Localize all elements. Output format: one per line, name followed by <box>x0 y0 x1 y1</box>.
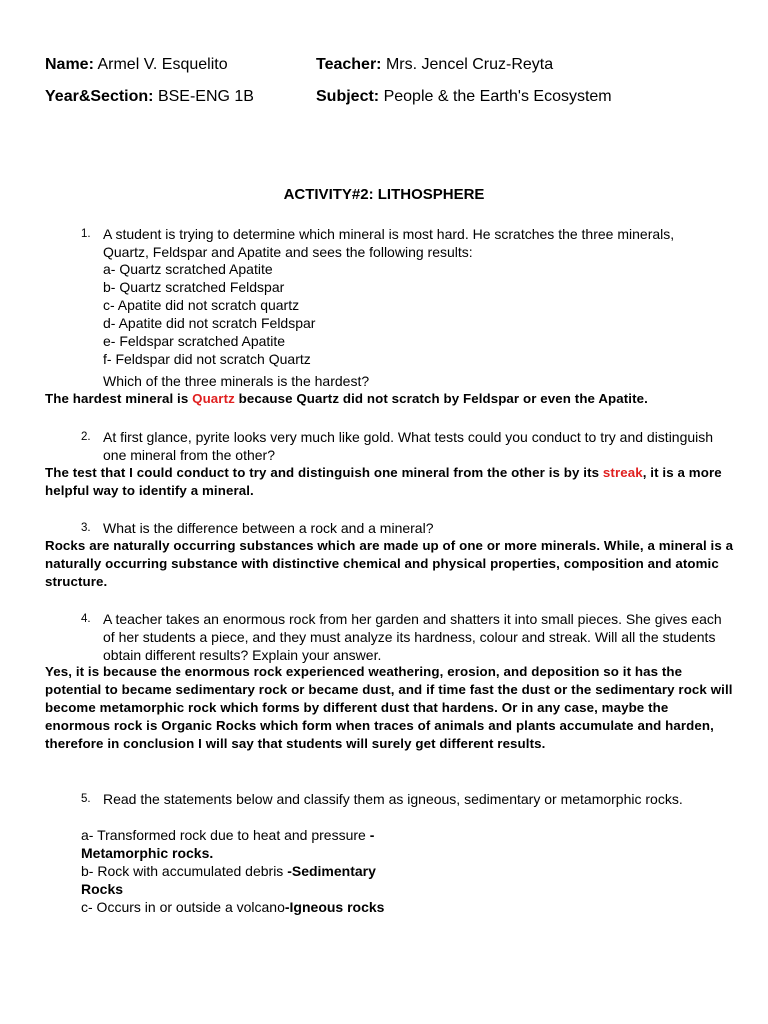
q2-answer-text: The test that I could conduct to try and distinguish one mineral from the other is by its <box>45 465 603 480</box>
q1-item-c: c- Apatite did not scratch quartz <box>103 297 300 313</box>
year-section-label: Year&Section: <box>45 88 154 105</box>
q1-answer <box>45 390 735 408</box>
q5-item-a-text: a- Transformed rock due to heat and pressure <box>81 827 370 843</box>
q5-item-c-text: c- Occurs in or outside a volcano <box>81 899 285 915</box>
q1-item-b: b- Quartz scratched Feldspar <box>103 279 285 295</box>
q5-number: 5. <box>81 793 91 805</box>
q4-answer: Yes, it is because the enormous rock experienced weathering, erosion, and deposition so it has the potential to became sedimentary rock or became dust, and if time fast the dust or the sedimentary rock will become metamorphic rock which forms by different dust that hardens. Or in any case, maybe the enormous rock is Organic Rocks which form when traces of animals and plants accumulate and harden, therefore in conclusion I will say that students will surely get different results. <box>45 664 733 751</box>
year-section-field <box>45 87 254 107</box>
q1-item-a: a- Quartz scratched Apatite <box>103 261 273 277</box>
q5-item-b-answer-cont: Rocks <box>81 881 124 897</box>
q1-answer-text-end: because Quartz did not scratch by Feldspar or even the Apatite. <box>234 391 648 406</box>
q5-text: Read the statements below and classify them as igneous, sedimentary or metamorphic rocks. <box>103 791 683 807</box>
q4-number: 4. <box>81 613 91 625</box>
q5-item-a-dash: - <box>369 827 375 843</box>
subject-field <box>316 87 612 107</box>
q5-item-a <box>81 826 374 844</box>
q5-item-b-answer: -Sedimentary <box>287 863 376 879</box>
q5-item-b-text: b- Rock with accumulated debris <box>81 863 288 879</box>
q4-text: A teacher takes an enormous rock from her garden and shatters it into small pieces. She gives each of her students a piece, and they must analyze its hardness, colour and streak. Will all the students obtain different results? Explain your answer. <box>103 611 722 663</box>
q1-item-f: f- Feldspar did not scratch Quartz <box>103 351 311 367</box>
teacher-value: Mrs. Jencel Cruz-Reyta <box>385 56 554 73</box>
q2-text: At first glance, pyrite looks very much like gold. What tests could you conduct to try and distinguish one mineral from the other? <box>103 429 714 463</box>
q2-answer <box>45 464 735 500</box>
q1-answer-text: The hardest mineral is <box>45 391 193 406</box>
q1-question: Which of the three minerals is the hardest? <box>103 373 370 389</box>
q5-item-b <box>81 862 376 880</box>
q1-text: A student is trying to determine which mineral is most hard. He scratches the three minerals, Quartz, Feldspar and Apatite and sees the following results: <box>103 226 675 260</box>
activity-title: ACTIVITY#2: LITHOSPHERE <box>283 186 485 203</box>
subject-label: Subject: <box>316 88 380 105</box>
q5-item-c <box>81 898 384 916</box>
q2-answer-text-end: , it is a more helpful way to identify a mineral. <box>45 465 722 498</box>
q1-item-d: d- Apatite did not scratch Feldspar <box>103 315 316 331</box>
teacher-label: Teacher: <box>316 56 382 73</box>
q1-answer-highlight: Quartz <box>192 391 235 406</box>
subject-value: People & the Earth's Ecosystem <box>383 88 612 105</box>
q5-item-a-answer: Metamorphic rocks. <box>81 845 214 861</box>
q3-answer: Rocks are naturally occurring substances which are made up of one or more minerals. While, a mineral is a naturally occurring substance with distinctive chemical and physical properties, composition and atomic structure. <box>45 538 734 589</box>
q1-number: 1. <box>81 228 91 240</box>
q2-number: 2. <box>81 431 91 443</box>
year-section-value: BSE-ENG 1B <box>157 88 254 105</box>
name-field <box>45 55 228 75</box>
q5-item-c-answer: -Igneous rocks <box>284 899 385 915</box>
q3-number: 3. <box>81 522 91 534</box>
q1-item-e: e- Feldspar scratched Apatite <box>103 333 286 349</box>
q2-answer-highlight: streak <box>602 465 643 480</box>
name-value: Armel V. Esquelito <box>97 56 228 73</box>
name-label: Name: <box>45 56 94 73</box>
teacher-field <box>316 55 553 75</box>
q3-text: What is the difference between a rock and a mineral? <box>103 520 434 536</box>
